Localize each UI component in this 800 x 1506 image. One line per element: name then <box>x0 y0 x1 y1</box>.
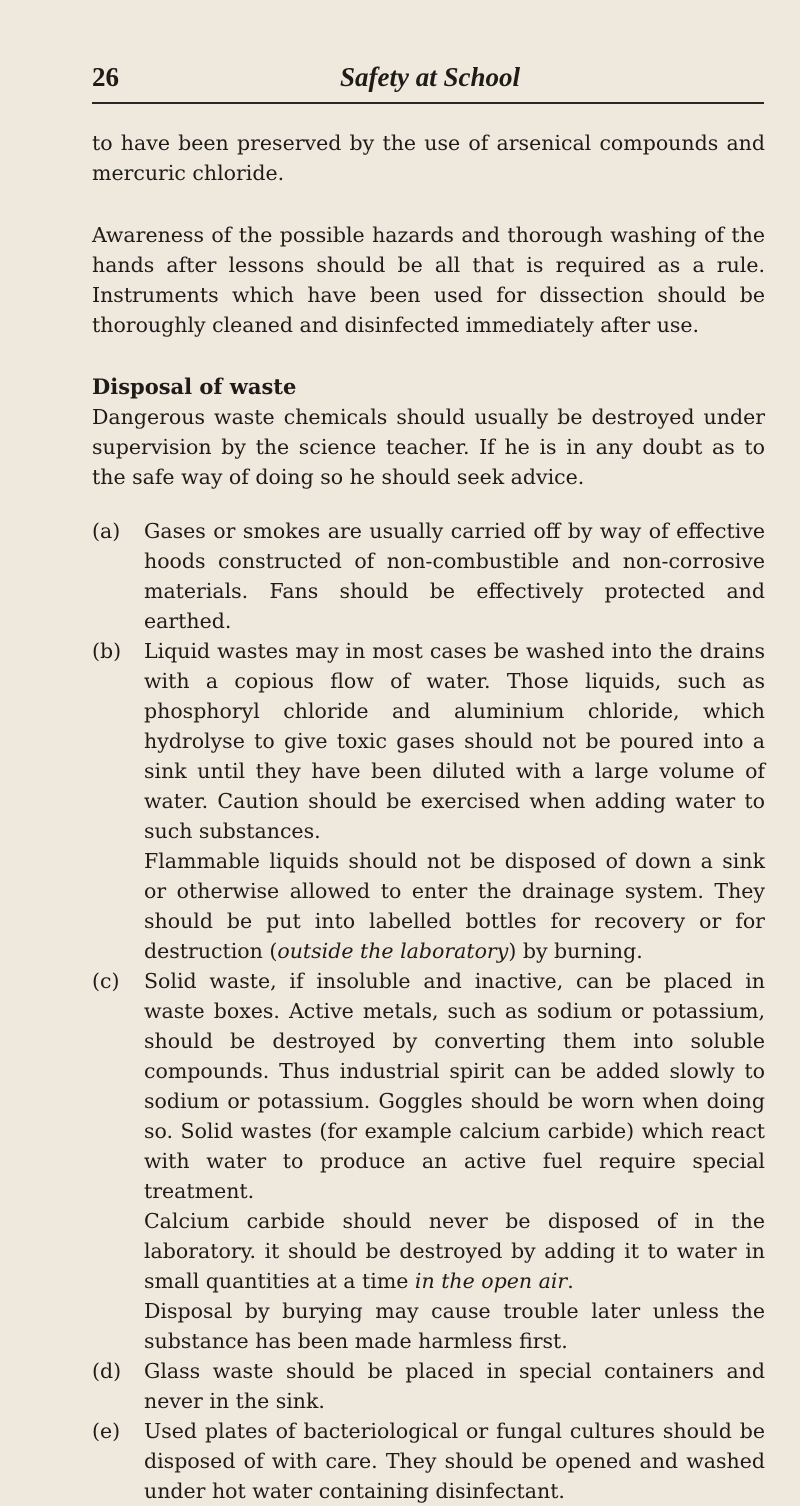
item-label: (c) <box>92 969 120 993</box>
page-number: 26 <box>92 62 119 92</box>
item-text: Solid waste, if insoluble and inactive, can be placed in waste boxes. Active metals, such as sodium or potassium, should be destroyed by converting them into soluble compounds. Thus industrial spirit can be added slowly to sodium or potassium. Goggles should be worn when doing so. Solid wastes (for example calcium carbide) which react with water to produce an active fuel require special treatment. <box>144 969 765 1203</box>
list-item-a <box>92 516 765 636</box>
disposal-list <box>92 516 765 1506</box>
paragraph-continuation: to have been preserved by the use of arsenical compounds and mercuric chloride. <box>92 131 765 185</box>
item-text: Liquid wastes may in most cases be washed into the drains with a copious flow of water. Those liquids, such as phosphoryl chloride and aluminium chloride, which hydrolyse to give toxic gases should not be poured into a sink until they have been diluted with a large volume of water. Caution should be exercised when adding water to such substances. <box>144 639 765 843</box>
item-label: (d) <box>92 1359 122 1383</box>
running-title: Safety at School <box>340 62 520 92</box>
section-heading: Disposal of waste <box>92 374 297 399</box>
page-body <box>92 128 765 1506</box>
item-text: Glass waste should be placed in special containers and never in the sink. <box>144 1359 765 1413</box>
list-item-c <box>92 966 765 1356</box>
item-text-flammable <box>144 846 765 966</box>
text-run: Calcium carbide should never be disposed of in the laboratory. it should be destroyed by adding it to water in small quantities at a time <box>144 1209 765 1293</box>
page-header <box>92 62 764 104</box>
item-label: (b) <box>92 639 122 663</box>
list-item-b <box>92 636 765 966</box>
list-item-d <box>92 1356 765 1416</box>
item-text-calcium <box>144 1206 765 1296</box>
item-label: (a) <box>92 519 121 543</box>
emphasis-text: outside the laboratory <box>277 939 509 963</box>
emphasis-text: in the open air <box>414 1269 568 1293</box>
paragraph-hygiene: Awareness of the possible hazards and thorough washing of the hands after lessons should be all that is required as a rule. Instruments which have been used for dissection should be thoroughly cleaned and disinfected immediately after use. <box>92 223 765 337</box>
text-run: Flammable liquids should not be disposed of down a sink or otherwise allowed to enter the drainage system. They should be put into labelled bottles for recovery or for destruction ( <box>144 849 765 963</box>
text-run: ) by burning. <box>508 939 643 963</box>
item-label: (e) <box>92 1419 121 1443</box>
item-text: Gases or smokes are usually carried off by way of effective hoods constructed of non-combustible and non-corrosive materials. Fans should be effectively protected and earthed. <box>144 519 765 633</box>
list-item-e <box>92 1416 765 1506</box>
text-run: . <box>567 1269 574 1293</box>
item-text: Used plates of bacteriological or fungal cultures should be disposed of with care. They should be opened and washed under hot water containing disinfectant. <box>144 1419 765 1503</box>
section-intro: Dangerous waste chemicals should usually be destroyed under supervision by the science teacher. If he is in any doubt as to the safe way of doing so he should seek advice. <box>92 405 765 489</box>
item-text-burying: Disposal by burying may cause trouble later unless the substance has been made harmless first. <box>144 1299 765 1353</box>
